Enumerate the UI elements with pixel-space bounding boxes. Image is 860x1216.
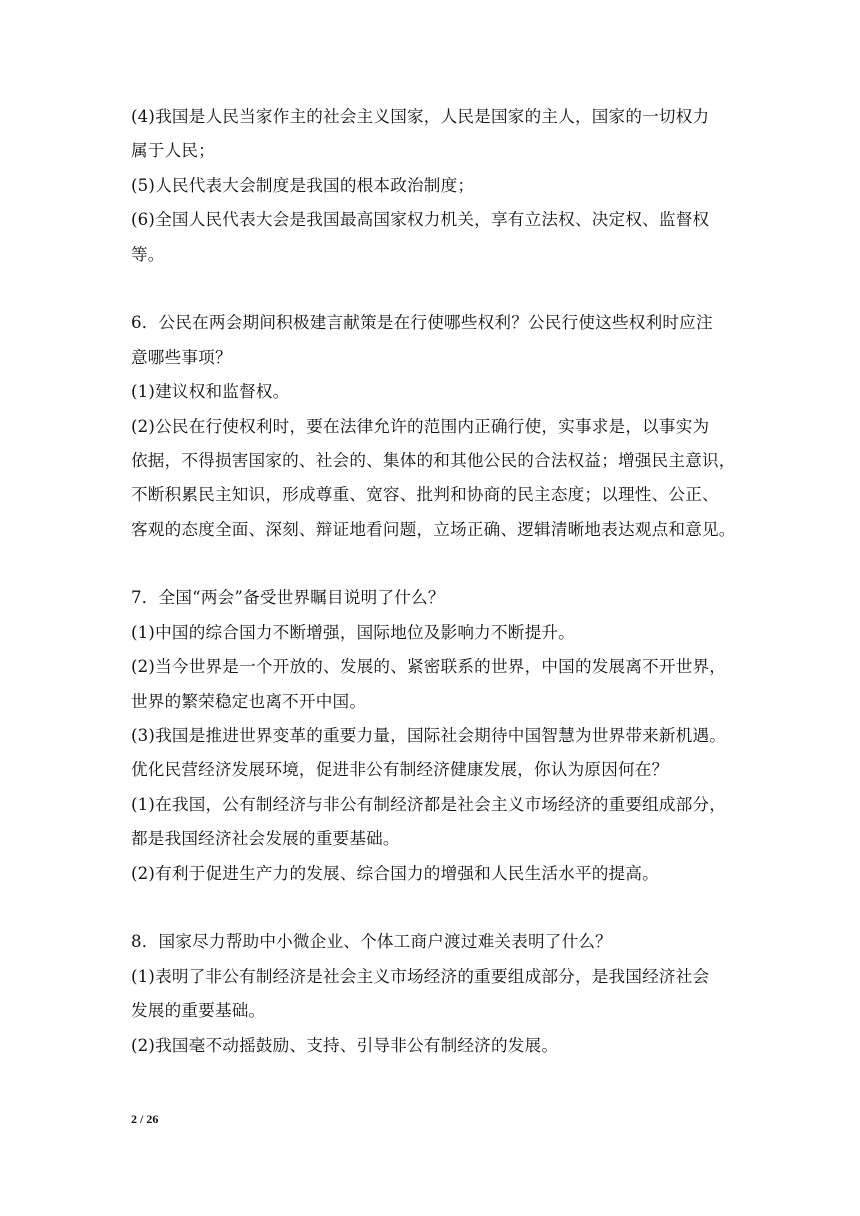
text-line: (6)全国人民代表大会是我国最高国家权力机关，享有立法权、决定权、监督权 <box>131 210 710 230</box>
text-line: 优化民营经济发展环境，促进非公有制经济健康发展，你认为原因何在？ <box>131 760 669 780</box>
text-line: (3)我国是推进世界变革的重要力量，国际社会期待中国智慧为世界带来新机遇。 <box>131 726 727 746</box>
text-line: 世界的繁荣稳定也离不开中国。 <box>131 691 367 711</box>
text-line: (1)在我国，公有制经济与非公有制经济都是社会主义市场经济的重要组成部分， <box>131 794 727 814</box>
text-line: (2)当今世界是一个开放的、发展的、紧密联系的世界，中国的发展离不开世界， <box>131 657 727 677</box>
text-line: 等。 <box>131 244 165 264</box>
text-line: 都是我国经济社会发展的重要基础。 <box>131 829 400 849</box>
text-line: (2)有利于促进生产力的发展、综合国力的增强和人民生活水平的提高。 <box>131 863 659 883</box>
text-line: 属于人民； <box>131 141 215 161</box>
paragraph-gap <box>131 891 731 925</box>
text-line: 依据，不得损害国家的、社会的、集体的和其他公民的合法权益；增强民主意识， <box>131 450 736 470</box>
question-heading: 6．公民在两会期间积极建言献策是在行使哪些权利？公民行使这些权利时应注 <box>131 313 713 333</box>
text-line: (2)公民在行使权利时，要在法律允许的范围内正确行使，实事求是，以事实为 <box>131 416 710 436</box>
text-line: 发展的重要基础。 <box>131 1001 266 1021</box>
text-line: (4)我国是人民当家作主的社会主义国家，人民是国家的主人，国家的一切权力 <box>131 107 710 126</box>
paragraph-gap <box>131 547 731 581</box>
text-block <box>131 100 731 272</box>
text-line: (1)表明了非公有制经济是社会主义市场经济的重要组成部分，是我国经济社会 <box>131 966 710 986</box>
text-line: 不断积累民主知识，形成尊重、宽容、批判和协商的民主态度；以理性、公正、 <box>131 485 719 505</box>
question-heading: 意哪些事项？ <box>131 347 232 367</box>
text-line: (2)我国毫不动摇鼓励、支持、引导非公有制经济的发展。 <box>131 1035 559 1055</box>
question-8-block <box>131 925 731 1063</box>
text-line: 客观的态度全面、深刻、辩证地看问题，立场正确、逻辑清晰地表达观点和意见。 <box>131 519 736 539</box>
text-line: (5)人民代表大会制度是我国的根本政治制度； <box>131 175 475 195</box>
question-7-block <box>131 581 731 891</box>
paragraph-gap <box>131 272 731 306</box>
question-heading: 8．国家尽力帮助中小微企业、个体工商户渡过难关表明了什么？ <box>131 932 612 952</box>
page-number: 2 / 26 <box>131 1112 159 1126</box>
text-line: (1)建议权和监督权。 <box>131 382 290 402</box>
question-heading: 7．全国“两会”备受世界瞩目说明了什么？ <box>131 588 445 608</box>
text-line: (1)中国的综合国力不断增强，国际地位及影响力不断提升。 <box>131 622 575 642</box>
document-body <box>131 100 736 1063</box>
question-6-block <box>131 306 736 547</box>
